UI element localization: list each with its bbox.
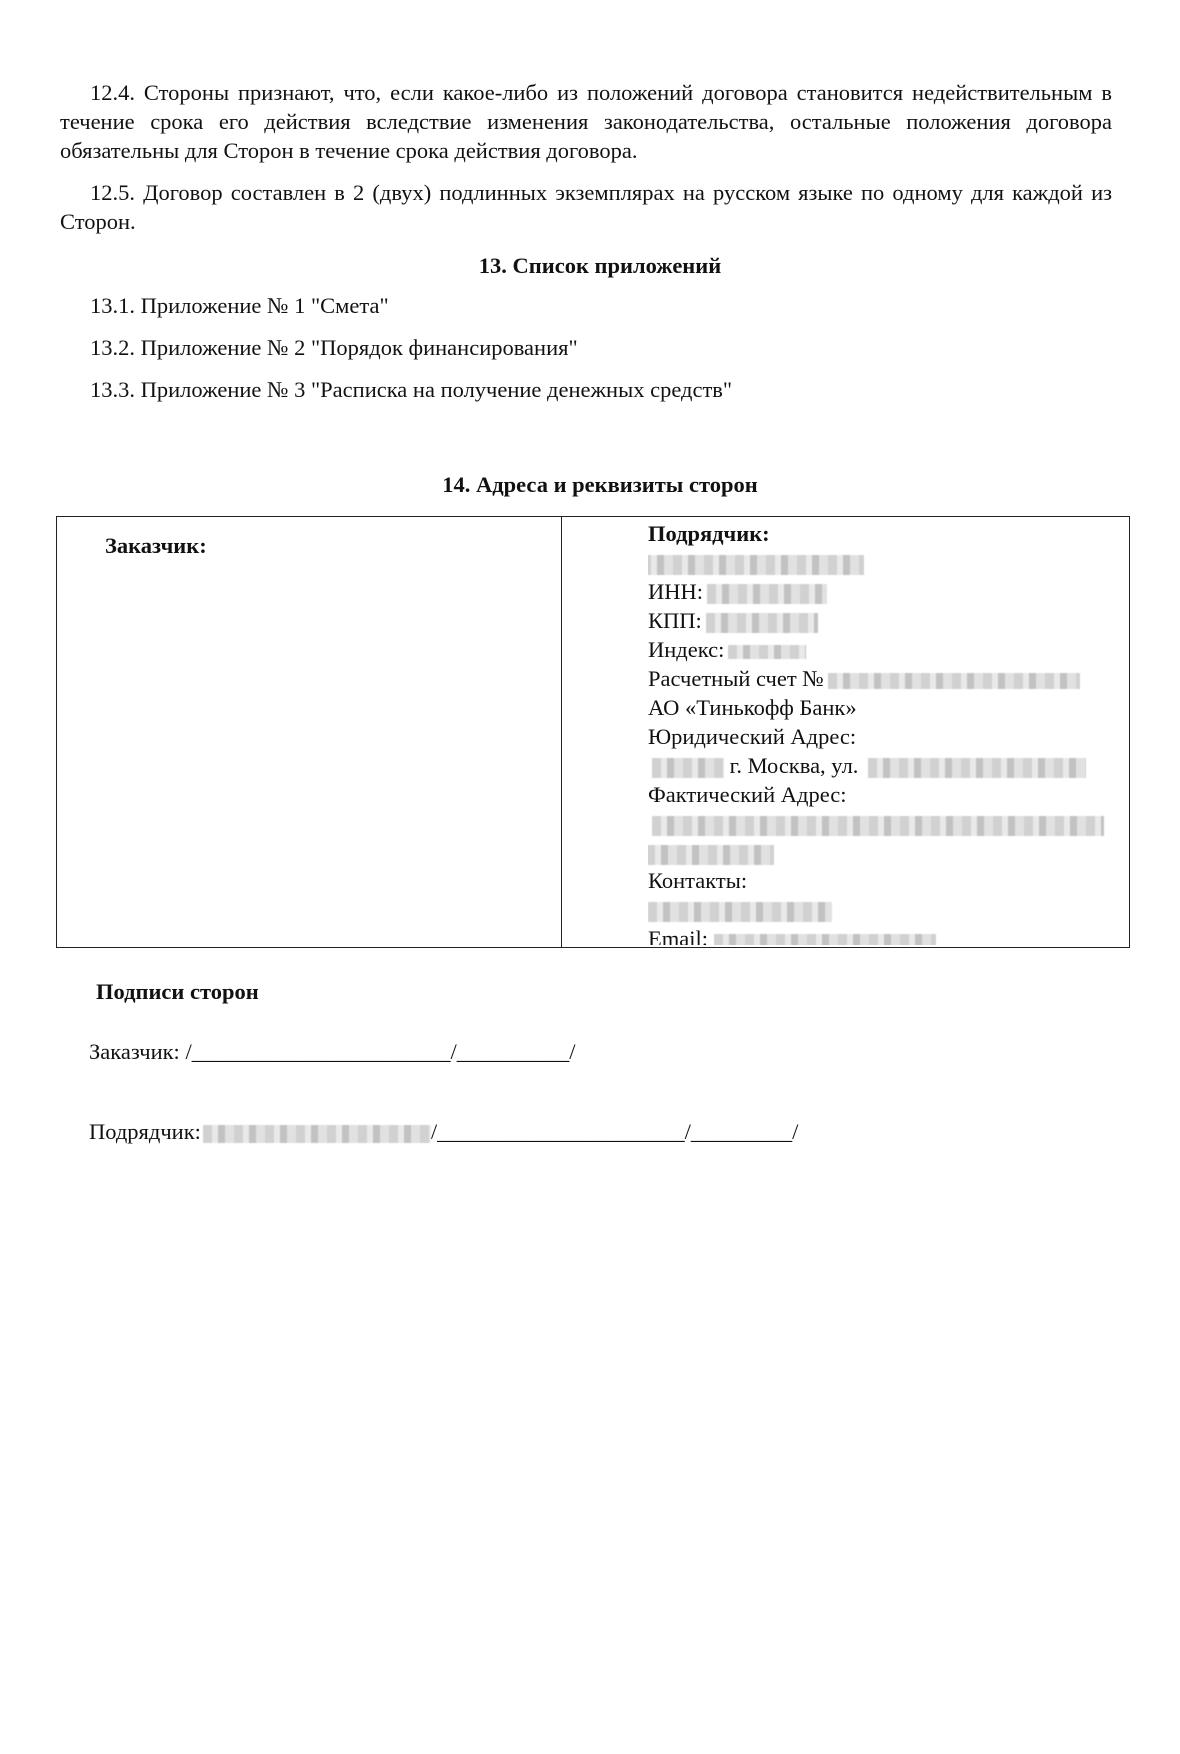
bank-row: АО «Тинькофф Банк» bbox=[648, 695, 857, 720]
appendix-item: 13.1. Приложение № 1 "Смета" bbox=[90, 293, 389, 318]
legal-address-label: Юридический Адрес: bbox=[648, 724, 857, 749]
inn-row bbox=[648, 577, 1118, 606]
contractor-name-redacted bbox=[648, 548, 1118, 577]
redacted-block bbox=[648, 555, 864, 575]
index-label: Индекс: bbox=[648, 637, 725, 662]
contractor-signature-row bbox=[89, 1117, 798, 1146]
clause-12-4: 12.4. Стороны признают, что, если какое-либо из положений договора становится недействительным в течение срока его действия вследствие изменения законодательства, остальные положения договора обязательны для Сторон в течение срока действия договора. bbox=[60, 80, 1112, 163]
legal-address-row bbox=[648, 751, 1118, 780]
redacted-block bbox=[652, 758, 724, 778]
contractor-details bbox=[648, 519, 1118, 945]
appendix-item: 13.3. Приложение № 3 "Расписка на получение денежных средств" bbox=[90, 377, 733, 402]
contractor-signature-label: Подрядчик: bbox=[89, 1119, 201, 1144]
redacted-block bbox=[828, 673, 1080, 689]
redacted-block bbox=[648, 845, 774, 865]
inn-label: ИНН: bbox=[648, 579, 703, 604]
redacted-block bbox=[728, 645, 806, 659]
contractor-label: Подрядчик: bbox=[648, 521, 770, 546]
appendix-item: 13.2. Приложение № 2 "Порядок финансирования" bbox=[90, 335, 578, 360]
redacted-block bbox=[648, 902, 832, 922]
actual-address-redacted-2 bbox=[648, 838, 1118, 866]
clause-12-5: 12.5. Договор составлен в 2 (двух) подлинных экземплярах на русском языке по одному для каждой из Сторон. bbox=[60, 180, 1112, 234]
redacted-block bbox=[203, 1125, 431, 1143]
contacts-label: Контакты: bbox=[648, 868, 748, 893]
customer-signature-line: Заказчик: /_______________________/__________/ bbox=[89, 1039, 576, 1064]
email-row bbox=[648, 924, 1118, 945]
account-label: Расчетный счет № bbox=[648, 666, 824, 691]
legal-address-city: г. Москва, ул. bbox=[729, 753, 859, 778]
redacted-block bbox=[714, 934, 936, 945]
actual-address-label: Фактический Адрес: bbox=[648, 782, 847, 807]
redacted-block bbox=[707, 584, 827, 604]
redacted-block bbox=[868, 758, 1086, 778]
requisites-table bbox=[56, 516, 1130, 948]
contacts-redacted bbox=[648, 895, 1118, 924]
section-14-title: 14. Адреса и реквизиты сторон bbox=[442, 472, 758, 497]
table-divider bbox=[561, 517, 562, 947]
redacted-block bbox=[652, 816, 1104, 836]
redacted-block bbox=[706, 613, 818, 633]
kpp-row bbox=[648, 606, 1118, 635]
kpp-label: КПП: bbox=[648, 608, 702, 633]
contractor-signature-line: /______________________/_________/ bbox=[430, 1119, 799, 1144]
customer-label: Заказчик: bbox=[105, 533, 207, 558]
signatures-title: Подписи сторон bbox=[96, 979, 259, 1004]
actual-address-redacted bbox=[648, 809, 1118, 838]
account-row bbox=[648, 664, 1118, 693]
section-13-title: 13. Список приложений bbox=[478, 253, 722, 278]
email-label: Email: bbox=[648, 926, 708, 945]
index-row bbox=[648, 635, 1118, 664]
